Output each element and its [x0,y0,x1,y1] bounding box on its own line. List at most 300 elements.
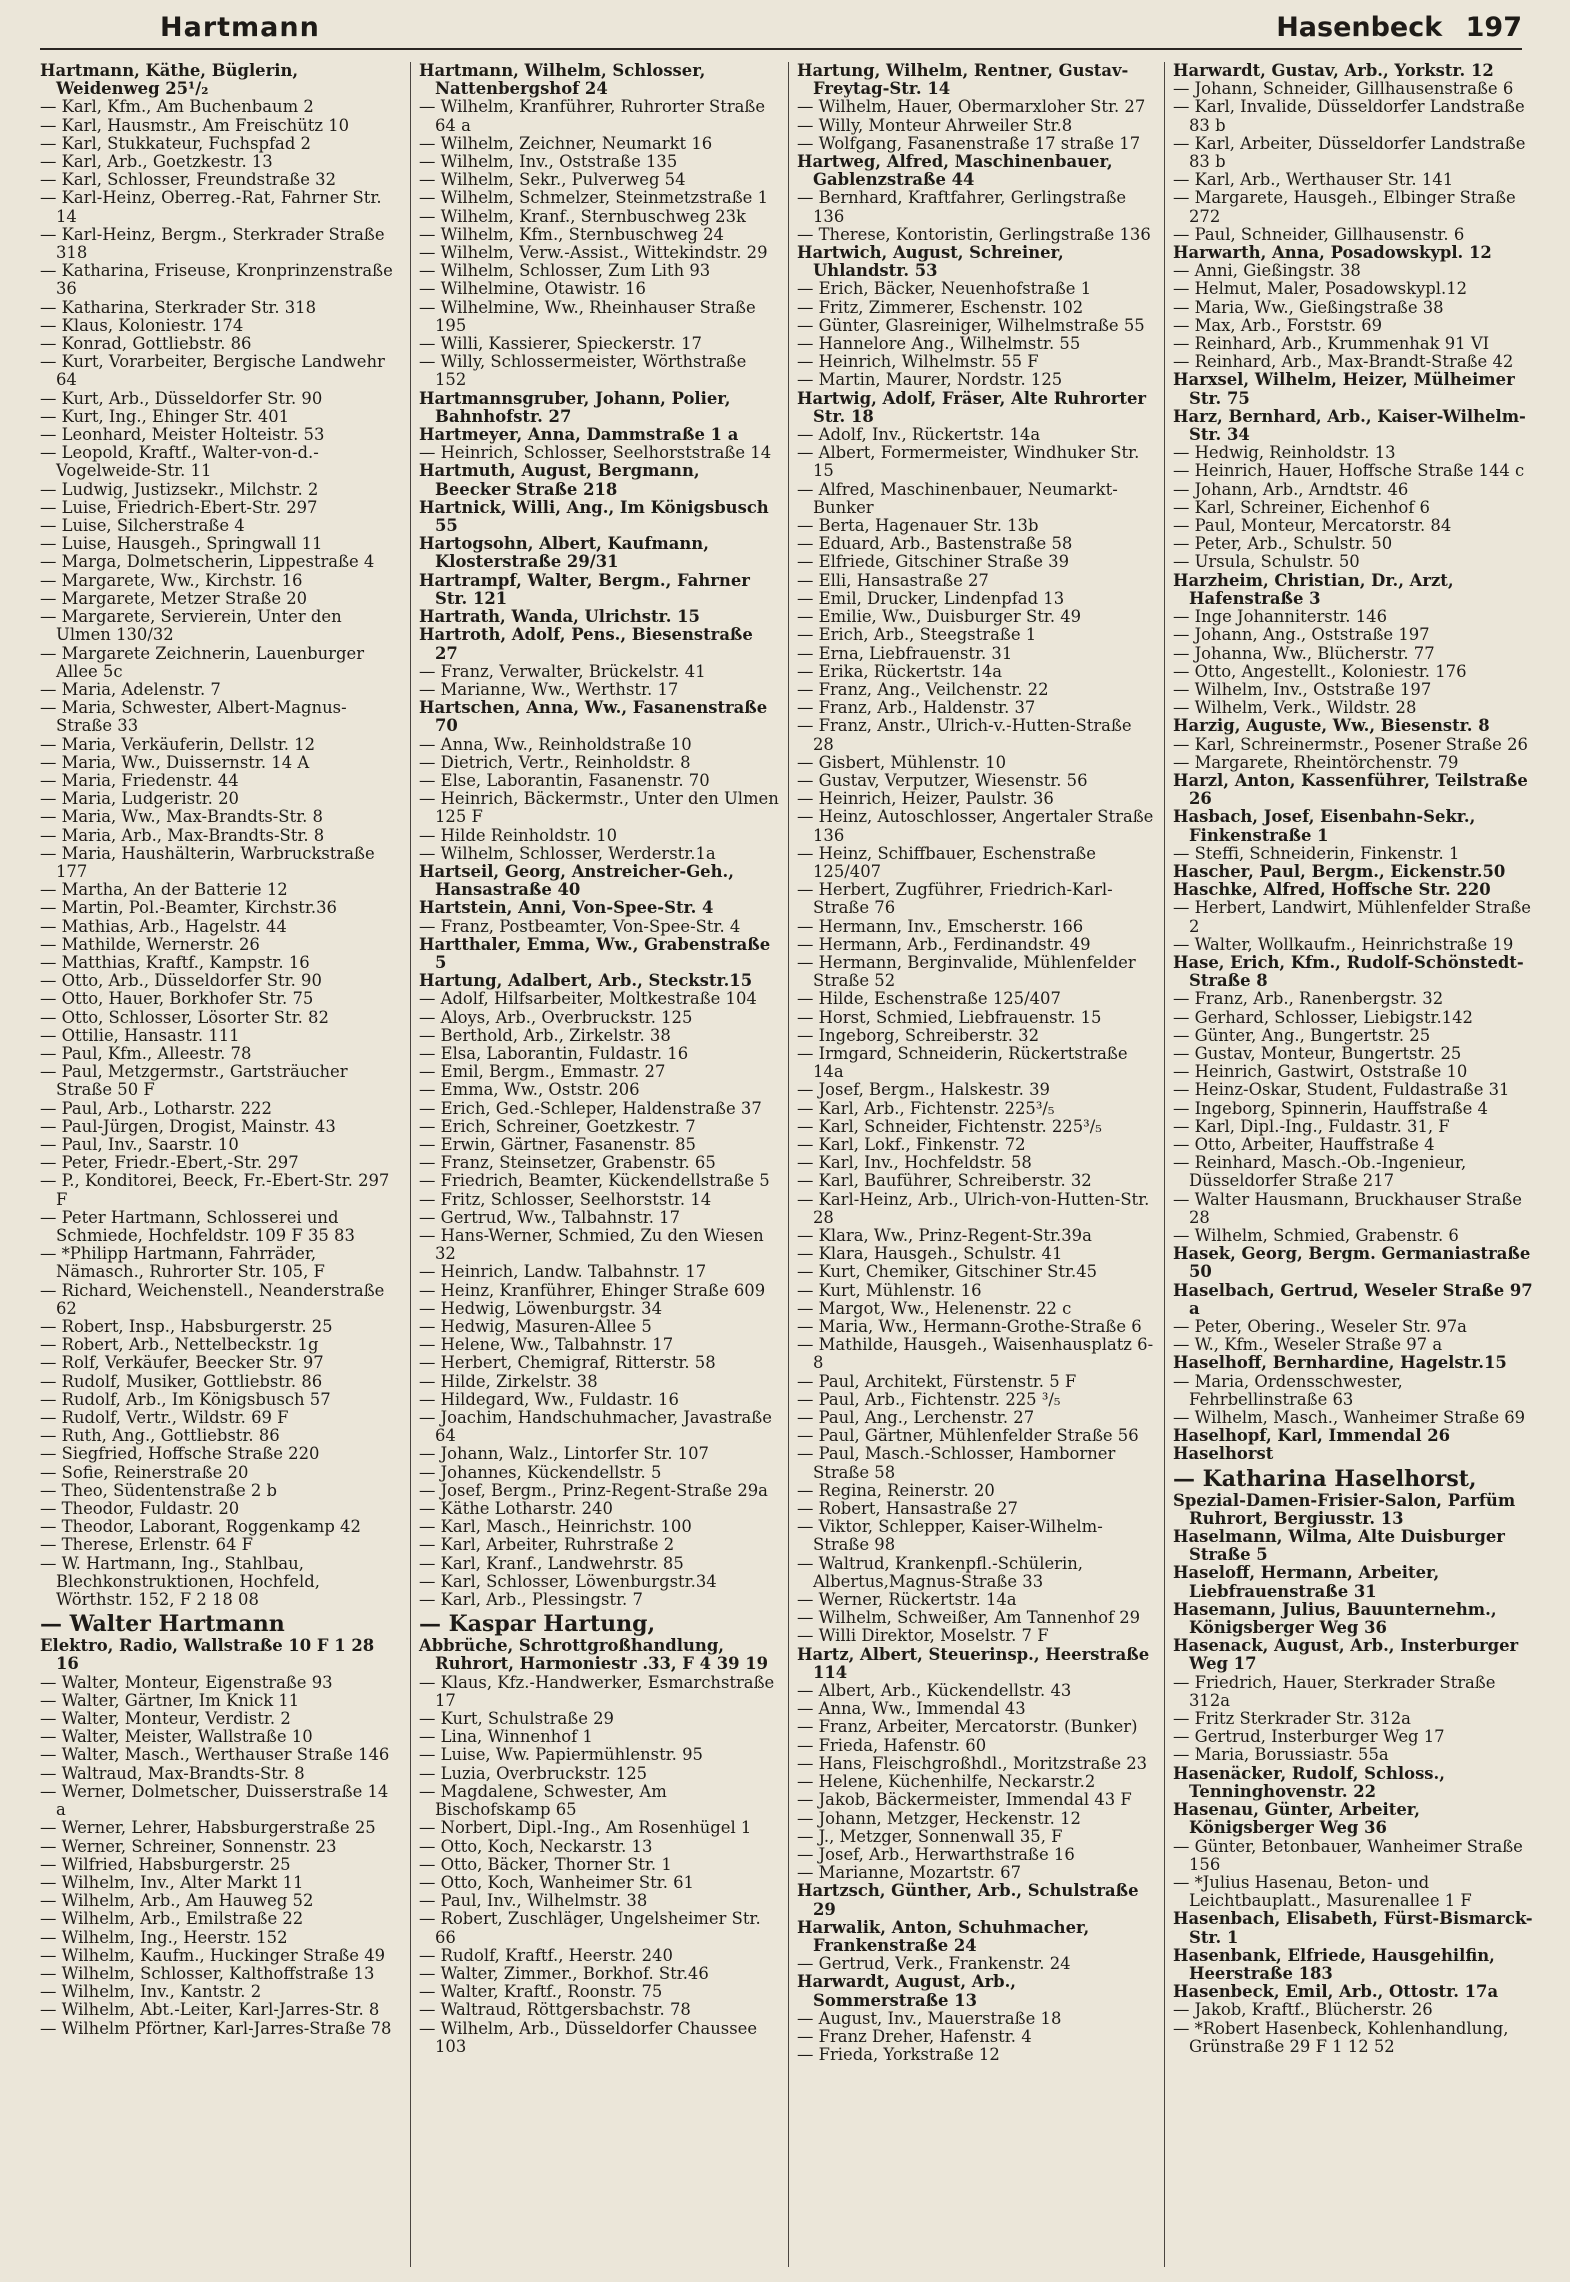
directory-entry: — Adolf, Inv., Rückertstr. 14a [797,425,1041,445]
directory-entry: — Paul, Masch.-Schlosser, Hamborner Straße 58 [797,1444,1116,1482]
directory-entry: — Leonhard, Meister Holteistr. 53 [40,425,325,445]
directory-entry: — Adolf, Hilfsarbeiter, Moltkestraße 104 [419,989,757,1009]
directory-entry: Harzheim, Christian, Dr., Arzt, Hafenstraße 3 [1173,570,1454,608]
directory-entry: — Karl, Invalide, Düsseldorfer Landstraße 83 b [1173,97,1525,135]
directory-entry: — Frieda, Yorkstraße 12 [797,2045,1000,2065]
directory-entry: — Karl, Lokf., Finkenstr. 72 [797,1134,1026,1154]
directory-entry: — Theodor, Fuldastr. 20 [40,1499,240,1519]
directory-entry: — Walter, Kraftf., Roonstr. 75 [419,1982,663,2002]
directory-entry: — Heinrich, Gastwirt, Oststraße 10 [1173,1062,1468,1082]
directory-entry: — Wilfried, Habsburgerstr. 25 [40,1854,291,1874]
directory-entry: — P., Konditorei, Beeck, Fr.-Ebert-Str. 297 F [40,1171,390,1209]
directory-entry: — Joachim, Handschuhmacher, Javastraße 64 [419,1408,772,1446]
directory-entry: — W. Hartmann, Ing., Stahlbau, Blechkonstruktionen, Hochfeld, Wörthstr. 152, F 2 18 08 [40,1553,320,1610]
directory-entry: — Erich, Ged.-Schleper, Haldenstraße 37 [419,1098,762,1118]
directory-entry: — Werner, Rückertstr. 14a [797,1590,1017,1610]
directory-entry: — Karl, Inv., Hochfeldstr. 58 [797,1153,1032,1173]
directory-entry: — Maria, Ww., Max-Brandts-Str. 8 [40,807,323,827]
directory-entry: Haselhopf, Karl, Immendal 26 [1173,1426,1451,1446]
directory-entry: Haselhoff, Bernhardine, Hagelstr.15 [1173,1353,1507,1373]
directory-entry: — Wilhelm, Schlosser, Kalthoffstraße 13 [40,1963,375,1983]
directory-entry: — Margarete, Metzer Straße 20 [40,588,308,608]
directory-entry: — *Robert Hasenbeck, Kohlenhandlung, Grünstraße 29 F 1 12 52 [1173,2018,1509,2056]
directory-entry: — Magdalene, Schwester, Am Bischofskamp 65 [419,1781,667,1820]
directory-entry: — Franz, Arbeiter, Mercatorstr. (Bunker) [797,1717,1138,1737]
directory-entry: Hasenack, August, Arb., Insterburger Weg 17 [1173,1636,1519,1674]
directory-entry: — Hermann, Inv., Emscherstr. 166 [797,916,1084,936]
directory-entry: Hartroth, Adolf, Pens., Biesenstraße 27 [419,625,753,663]
directory-entry: — Maria, Schwester, Albert-Magnus-Straße 33 [40,698,347,736]
directory-entry: — Kaspar Hartung, [419,1611,656,1638]
directory-entry: — Wilhelm, Kranführer, Ruhrorter Straße 64 a [419,97,766,135]
directory-entry: — Kurt, Vorarbeiter, Bergische Landwehr 64 [40,352,385,390]
directory-entry: — Reinhard, Masch.-Ob.-Ingenieur, Düsseldorfer Straße 217 [1173,1153,1467,1191]
directory-entry: — Karl, Arb., Fichtenstr. 225³/₅ [797,1098,1055,1118]
directory-entry: Harwardt, Gustav, Arb., Yorkstr. 12 [1173,62,1494,80]
directory-entry: — Otto, Schlosser, Lösorter Str. 82 [40,1007,329,1027]
directory-entry: Hartweg, Alfred, Maschinenbauer, Gablenzstraße 44 [797,152,1113,190]
directory-entry: Hartmann, Wilhelm, Schlosser, Nattenbergshof 24 [419,62,706,99]
directory-entry: — Steffi, Schneiderin, Finkenstr. 1 [1173,843,1460,863]
directory-entry: Hartmann, Käthe, Büglerin, Weidenweg 25¹/₂ [40,62,299,99]
directory-entry: — Käthe Lotharstr. 240 [419,1499,613,1519]
directory-entry: — Heinrich, Wilhelmstr. 55 F [797,352,1039,372]
directory-entry: — Heinz, Autoschlosser, Angertaler Straße 136 [797,807,1154,845]
directory-entry: — Friedrich, Beamter, Kückendellstraße 5 [419,1171,770,1191]
directory-entry: — Johann, Walz., Lintorfer Str. 107 [419,1444,709,1464]
directory-entry: — Gertrud, Ww., Talbahnstr. 17 [419,1207,681,1227]
directory-entry: — Walter, Gärtner, Im Knick 11 [40,1690,300,1710]
directory-entry: Haselhorst [1173,1444,1274,1464]
directory-entry: — Johann, Arb., Arndtstr. 46 [1173,479,1409,499]
directory-entry: — Elli, Hansastraße 27 [797,570,989,590]
directory-entry: — Erwin, Gärtner, Fasanenstr. 85 [419,1134,696,1154]
directory-entry: — Rudolf, Arb., Im Königsbusch 57 [40,1389,331,1409]
directory-entry: — Gustav, Verputzer, Wiesenstr. 56 [797,770,1088,790]
directory-entry: — Paul, Gärtner, Mühlenfelder Straße 56 [797,1426,1139,1446]
directory-entry: — Elsa, Laborantin, Fuldastr. 16 [419,1043,689,1063]
directory-entry: — Kurt, Schulstraße 29 [419,1709,614,1729]
directory-entry: — Paul, Inv., Saarstr. 10 [40,1134,239,1154]
directory-entry: — Günter, Glasreiniger, Wilhelmstraße 55 [797,315,1145,335]
directory-entry: Hartung, Wilhelm, Rentner, Gustav-Freytag-Str. 14 [797,62,1129,99]
directory-entry: — Elfriede, Gitschiner Straße 39 [797,552,1070,572]
directory-entry: Harwardt, August, Arb., Sommerstraße 13 [797,1972,1017,2010]
header-left-title: Hartmann [160,12,320,43]
directory-entry: — Willy, Monteur Ahrweiler Str.8 [797,115,1073,135]
directory-entry: — Rolf, Verkäufer, Beecker Str. 97 [40,1353,324,1373]
directory-entry: — Fritz, Zimmerer, Eschenstr. 102 [797,297,1084,317]
directory-entry: — Wilhelm, Ing., Heerstr. 152 [40,1927,288,1947]
directory-entry: — Walter Hartmann [40,1611,285,1638]
directory-entry: — Hilde Reinholdstr. 10 [419,825,618,845]
directory-columns [40,62,1533,2267]
directory-entry: Hartogsohn, Albert, Kaufmann, Klosterstraße 29/31 [419,534,709,572]
directory-entry: — Gisbert, Mühlenstr. 10 [797,752,1007,772]
directory-entry: — Marianne, Mozartstr. 67 [797,1863,1022,1883]
directory-entry: — Karl, Hausmstr., Am Freischütz 10 [40,115,350,135]
directory-entry: — Siegfried, Hoffsche Straße 220 [40,1444,320,1464]
directory-entry: — Karl, Kranf., Landwehrstr. 85 [419,1553,684,1573]
directory-entry: — Hans-Werner, Schmied, Zu den Wiesen 32 [419,1226,764,1264]
directory-entry: — Franz, Ang., Veilchenstr. 22 [797,679,1049,699]
directory-entry: — Wilhelm, Schlosser, Zum Lith 93 [419,261,711,281]
directory-entry: — Martin, Pol.-Beamter, Kirchstr.36 [40,898,337,918]
directory-entry: — Margarete, Servierein, Unter den Ulmen 130/32 [40,607,342,645]
directory-entry: Haselmann, Wilma, Alte Duisburger Straße 5 [1173,1527,1505,1565]
directory-entry: — Reinhard, Arb., Max-Brandt-Straße 42 [1173,352,1514,372]
directory-entry: — Marianne, Ww., Werthstr. 17 [419,679,679,699]
directory-entry: Hartwig, Adolf, Fräser, Alte Ruhrorter Str. 18 [797,388,1147,426]
directory-entry: — Robert, Arb., Nettelbeckstr. 1g [40,1335,319,1355]
directory-entry: — Karl, Dipl.-Ing., Fuldastr. 31, F [1173,1116,1450,1136]
directory-entry: — Viktor, Schlepper, Kaiser-Wilhelm-Straße 98 [797,1517,1103,1555]
directory-entry: — Helmut, Maler, Posadowskypl.12 [1173,279,1468,299]
directory-entry: — Kurt, Mühlenstr. 16 [797,1280,982,1300]
directory-entry: Hartung, Adalbert, Arb., Steckstr.15 [419,971,753,991]
directory-entry: — Maria, Ww., Hermann-Grothe-Straße 6 [797,1317,1142,1337]
directory-entry: — Paul-Jürgen, Drogist, Mainstr. 43 [40,1116,336,1136]
directory-entry: — Werner, Schreiner, Sonnenstr. 23 [40,1836,337,1856]
directory-entry: — Karl, Schlosser, Löwenburgstr.34 [419,1571,717,1591]
directory-entry: — Waltrud, Krankenpfl.-Schülerin, Albertus,Magnus-Straße 33 [797,1553,1084,1591]
directory-entry: — Klara, Hausgeh., Schulstr. 41 [797,1244,1063,1264]
directory-entry: — Wilhelm, Arb., Düsseldorfer Chaussee 103 [419,2018,758,2056]
directory-entry: — Walter, Zimmer., Borkhof. Str.46 [419,1963,709,1983]
directory-entry: — Karl, Schneider, Fichtenstr. 225³/₅ [797,1116,1102,1136]
directory-entry: — Peter, Arb., Schulstr. 50 [1173,534,1393,554]
directory-entry: — Mathilde, Wernerstr. 26 [40,934,260,954]
directory-entry: — Wilhelm, Arb., Am Hauweg 52 [40,1891,314,1911]
directory-entry: — Wilhelmine, Otawistr. 16 [419,279,646,299]
directory-entry: — Josef, Bergm., Halskestr. 39 [797,1080,1050,1100]
directory-entry: — Walter, Masch., Werthauser Straße 146 [40,1745,390,1765]
directory-entry: — Inge Johanniterstr. 146 [1173,607,1388,627]
directory-entry: — Karl, Arb., Plessingstr. 7 [419,1590,643,1610]
directory-entry: — Paul, Schneider, Gillhausenstr. 6 [1173,224,1465,244]
directory-entry: — Karl-Heinz, Arb., Ulrich-von-Hutten-Str. 28 [797,1189,1150,1227]
directory-entry: — Günter, Ang., Bungertstr. 25 [1173,1025,1431,1045]
directory-entry: — Aloys, Arb., Overbruckstr. 125 [419,1007,693,1027]
directory-entry: — Luise, Hausgeh., Springwall 11 [40,534,323,554]
directory-entry: — Karl, Bauführer, Schreiberstr. 32 [797,1171,1092,1191]
directory-entry: — Peter, Obering., Weseler Str. 97a [1173,1317,1467,1337]
directory-entry: — Katharina, Sterkrader Str. 318 [40,297,317,317]
directory-entry: — Waltraud, Max-Brandts-Str. 8 [40,1763,305,1783]
directory-entry: — Kurt, Arb., Düsseldorfer Str. 90 [40,388,323,408]
directory-entry: — Hermann, Arb., Ferdinandstr. 49 [797,934,1091,954]
directory-entry: — Robert, Insp., Habsburgerstr. 25 [40,1317,333,1337]
directory-entry: — Heinrich, Hauer, Hoffsche Straße 144 c [1173,461,1525,481]
directory-entry: — Regina, Reinerstr. 20 [797,1480,995,1500]
page-header [40,8,1522,50]
directory-entry: — Erna, Liebfrauenstr. 31 [797,643,1013,663]
directory-entry: — Walter, Meister, Wallstraße 10 [40,1727,313,1747]
directory-entry: — Otto, Hauer, Borkhofer Str. 75 [40,989,314,1009]
directory-entry: — Berta, Hagenauer Str. 13b [797,516,1039,536]
directory-entry: — Karl, Arbeiter, Ruhrstraße 2 [419,1535,675,1555]
directory-entry: — Emma, Ww., Oststr. 206 [419,1080,640,1100]
column-4 [1164,62,1533,2267]
directory-entry: — Wilhelm, Inv., Alter Markt 11 [40,1872,304,1892]
directory-entry: — Frieda, Hafenstr. 60 [797,1735,987,1755]
directory-entry: — Wilhelm, Verw.-Assist., Wittekindstr. 29 [419,243,768,263]
directory-entry: — Klaus, Koloniestr. 174 [40,315,244,335]
directory-entry: — Ingeborg, Spinnerin, Hauffstraße 4 [1173,1098,1488,1118]
directory-entry: — Heinz, Schiffbauer, Eschenstraße 125/407 [797,843,1096,881]
directory-entry: — Hans, Fleischgroßhdl., Moritzstraße 23 [797,1753,1148,1773]
directory-entry: — Karl, Arb., Werthauser Str. 141 [1173,170,1454,190]
directory-entry: — Martin, Maurer, Nordstr. 125 [797,370,1063,390]
directory-entry: — Berthold, Arb., Zirkelstr. 38 [419,1025,671,1045]
directory-entry: — Paul, Inv., Wilhelmstr. 38 [419,1891,648,1911]
directory-entry: — Walter, Monteur, Verdistr. 2 [40,1709,291,1729]
directory-entry: — Walter Hausmann, Bruckhauser Straße 28 [1173,1189,1522,1227]
directory-entry: — Maria, Borussiastr. 55a [1173,1745,1389,1765]
directory-entry: — Luise, Friedrich-Ebert-Str. 297 [40,497,318,517]
directory-entry: — Wilhelm, Abt.-Leiter, Karl-Jarres-Str. 8 [40,2000,380,2020]
directory-entry: — Otto, Arbeiter, Hauffstraße 4 [1173,1134,1435,1154]
directory-entry: — Wilhelmine, Ww., Rheinhauser Straße 195 [419,297,756,335]
directory-entry: — Gustav, Monteur, Bungertstr. 25 [1173,1043,1462,1063]
directory-entry: — Werner, Dolmetscher, Duisserstraße 14 a [40,1781,389,1820]
directory-entry: — Otto, Angestellt., Koloniestr. 176 [1173,661,1467,681]
directory-entry: — Ursula, Schulstr. 50 [1173,552,1360,572]
directory-entry: Hartmeyer, Anna, Dammstraße 1 a [419,425,739,445]
directory-entry: — Karl-Heinz, Oberreg.-Rat, Fahrner Str. 14 [40,188,382,226]
directory-entry: — Ludwig, Justizsekr., Milchstr. 2 [40,479,319,499]
directory-entry: — Paul, Arb., Lotharstr. 222 [40,1098,272,1118]
directory-entry: — Hannelore Ang., Wilhelmstr. 55 [797,334,1081,354]
directory-entry: — Kurt, Ing., Ehinger Str. 401 [40,406,290,426]
directory-entry: — Hedwig, Masuren-Allee 5 [419,1317,652,1337]
column-1 [40,62,400,2267]
directory-entry: — Johann, Schneider, Gillhausenstraße 6 [1173,79,1514,99]
directory-entry: — Dietrich, Vertr., Reinholdstr. 8 [419,752,691,772]
directory-entry: — Erich, Bäcker, Neuenhofstraße 1 [797,279,1092,299]
directory-entry: — Josef, Bergm., Prinz-Regent-Straße 29a [419,1480,768,1500]
directory-entry: — Wilhelm, Arb., Emilstraße 22 [40,1909,304,1929]
directory-entry: — Maria, Ludgeristr. 20 [40,789,239,809]
directory-entry: — Maria, Ww., Gießingstraße 38 [1173,297,1444,317]
directory-entry: — Maria, Adelenstr. 7 [40,679,221,699]
directory-entry: — Franz, Verwalter, Brückelstr. 41 [419,661,706,681]
directory-entry: — Franz Dreher, Hafenstr. 4 [797,2026,1032,2046]
column-2 [410,62,779,2267]
directory-entry: — Lina, Winnenhof 1 [419,1727,593,1747]
directory-entry: — Wilhelm, Schlosser, Werderstr.1a [419,843,716,863]
directory-entry: — Maria, Ordensschwester, Fehrbellinstraße 63 [1173,1371,1403,1409]
directory-entry: — Karl-Heinz, Bergm., Sterkrader Straße 318 [40,224,385,263]
directory-entry: — Heinz-Oskar, Student, Fuldastraße 31 [1173,1080,1510,1100]
directory-entry: Spezial-Damen-Frisier-Salon, Parfüm Ruhrort, Bergiusstr. 13 [1173,1490,1516,1528]
directory-entry: — J., Metzger, Sonnenwall 35, F [797,1826,1063,1846]
directory-entry: — Bernhard, Kraftfahrer, Gerlingstraße 136 [797,188,1127,226]
directory-entry: — Paul, Monteur, Mercatorstr. 84 [1173,516,1452,536]
directory-entry: Hartrath, Wanda, Ulrichstr. 15 [419,607,700,627]
directory-entry: Hartmannsgruber, Johann, Polier, Bahnhofstr. 27 [419,388,731,426]
directory-entry: — Therese, Erlenstr. 64 F [40,1535,254,1555]
directory-entry: — Klara, Ww., Prinz-Regent-Str.39a [797,1226,1092,1245]
directory-entry: — Hilde, Zirkelstr. 38 [419,1371,598,1391]
directory-entry: — Albert, Arb., Kückendellstr. 43 [797,1681,1072,1701]
directory-entry: — Wilhelm, Inv., Oststraße 197 [1173,679,1432,699]
directory-entry: — Hildegard, Ww., Fuldastr. 16 [419,1389,679,1409]
directory-entry: — Wilhelm, Verk., Wildstr. 28 [1173,698,1417,718]
directory-entry: — Karl, Kfm., Am Buchenbaum 2 [40,97,314,117]
directory-entry: — Sofie, Reinerstraße 20 [40,1462,249,1482]
directory-entry: — Wilhelm, Kfm., Sternbuschweg 24 [419,224,724,244]
directory-entry: — Heinz, Kranführer, Ehinger Straße 609 [419,1280,766,1300]
directory-entry: Hartzsch, Günther, Arb., Schulstraße 29 [797,1881,1139,1919]
directory-entry: — Marga, Dolmetscherin, Lippestraße 4 [40,552,375,572]
directory-entry: Hascher, Paul, Bergm., Eickenstr.50 [1173,861,1506,881]
directory-entry: — Wilhelm, Inv., Oststraße 135 [419,152,678,172]
directory-entry: — Robert, Hansastraße 27 [797,1499,1018,1519]
directory-entry: Hasenau, Günter, Arbeiter, Königsberger Weg 36 [1173,1800,1420,1838]
directory-entry: — Wilhelm, Hauer, Obermarxloher Str. 27 [797,97,1146,117]
header-right-title: Hasenbeck [1276,12,1443,43]
directory-entry: — Johannes, Kückendellstr. 5 [419,1462,662,1482]
directory-entry: — Heinrich, Schlosser, Seelhorststraße 14 [419,443,772,463]
directory-entry: — Hermann, Berginvalide, Mühlenfelder Straße 52 [797,952,1136,991]
directory-entry: — Gertrud, Insterburger Weg 17 [1173,1727,1445,1747]
directory-entry: Harz, Bernhard, Arb., Kaiser-Wilhelm-Str. 34 [1173,406,1526,445]
directory-entry: Harwarth, Anna, Posadowskypl. 12 [1173,243,1492,263]
directory-entry: — Karl, Masch., Heinrichstr. 100 [419,1517,692,1537]
directory-entry: — Johanna, Ww., Blücherstr. 77 [1173,643,1435,663]
directory-entry: — Wilhelm, Inv., Kantstr. 2 [40,1982,262,2002]
directory-entry: — Gerhard, Schlosser, Liebigstr.142 [1173,1007,1473,1027]
directory-entry: — Karl, Arbeiter, Düsseldorfer Landstraße 83 b [1173,133,1526,172]
directory-entry: Hasenbank, Elfriede, Hausgehilfin, Heerstraße 183 [1173,1945,1495,1983]
directory-entry: — Helene, Ww., Talbahnstr. 17 [419,1335,674,1355]
directory-entry: — Robert, Zuschläger, Ungelsheimer Str. 66 [419,1909,761,1947]
directory-entry: Hartthaler, Emma, Ww., Grabenstraße 5 [419,934,771,972]
directory-entry: — Richard, Weichenstell., Neanderstraße 62 [40,1280,385,1318]
directory-entry: Haseloff, Hermann, Arbeiter, Liebfrauenstraße 31 [1173,1563,1440,1601]
directory-entry: — Johann, Metzger, Heckenstr. 12 [797,1808,1081,1828]
directory-entry: — Horst, Schmied, Liebfrauenstr. 15 [797,1007,1102,1027]
directory-entry: — Karl, Arb., Goetzkestr. 13 [40,152,273,172]
directory-entry: — Erich, Arb., Steegstraße 1 [797,625,1037,645]
directory-entry: — Paul, Kfm., Alleestr. 78 [40,1043,252,1063]
directory-entry: — Josef, Arb., Herwarthstraße 16 [797,1844,1075,1864]
directory-entry: Harxsel, Wilhelm, Heizer, Mülheimer Str. 75 [1173,370,1515,408]
directory-entry: — Klaus, Kfz.-Handwerker, Esmarchstraße 17 [419,1672,775,1710]
directory-entry: — Margarete, Hausgeh., Elbinger Straße 272 [1173,188,1516,226]
directory-entry: — Wilhelm, Zeichner, Neumarkt 16 [419,133,713,153]
column-3 [788,62,1157,2267]
directory-entry: — Walter, Monteur, Eigenstraße 93 [40,1672,333,1692]
directory-entry: — Karl, Schreinermstr., Posener Straße 26 [1173,734,1528,754]
directory-entry: — Otto, Koch, Neckarstr. 13 [419,1836,653,1856]
directory-entry: — Heinrich, Landw. Talbahnstr. 17 [419,1262,707,1282]
directory-entry: — Mathias, Arb., Hagelstr. 44 [40,916,287,936]
directory-entry: — Wilhelm, Kaufm., Huckinger Straße 49 [40,1945,386,1965]
directory-entry: Hartz, Albert, Steuerinsp., Heerstraße 114 [797,1644,1150,1682]
directory-entry: Hartnick, Willi, Ang., Im Königsbusch 55 [419,497,769,536]
directory-entry: — Maria, Ww., Duissernstr. 14 A [40,752,310,772]
directory-entry: Hartstein, Anni, Von-Spee-Str. 4 [419,898,714,918]
directory-entry: — Fritz, Schlosser, Seelhorststr. 14 [419,1189,712,1209]
directory-entry: — Ingeborg, Schreiberstr. 32 [797,1025,1040,1045]
directory-entry: — Matthias, Kraftf., Kampstr. 16 [40,952,310,972]
directory-entry: — Herbert, Chemigraf, Ritterstr. 58 [419,1353,716,1373]
directory-entry: Hasenäcker, Rudolf, Schloss., Tenninghovenstr. 22 [1173,1763,1445,1801]
directory-entry: — Willi, Kassierer, Spieckerstr. 17 [419,334,702,354]
directory-entry: — Karl, Schreiner, Eichenhof 6 [1173,497,1430,517]
directory-entry: — Paul, Arb., Fichtenstr. 225 ³/₅ [797,1389,1061,1409]
directory-entry: — Mathilde, Hausgeh., Waisenhausplatz 6-8 [797,1335,1154,1373]
directory-entry: Hartschen, Anna, Ww., Fasanenstraße 70 [419,698,768,736]
directory-entry: Harzl, Anton, Kassenführer, Teilstraße 26 [1173,770,1528,809]
directory-entry: Hasemann, Julius, Bauunternehm., Königsberger Weg 36 [1173,1599,1497,1638]
directory-entry: — Martha, An der Batterie 12 [40,880,288,900]
directory-entry: — Ottilie, Hansastr. 111 [40,1025,240,1045]
directory-entry: — Helene, Küchenhilfe, Neckarstr.2 [797,1772,1096,1792]
directory-entry: Harzig, Auguste, Ww., Biesenstr. 8 [1173,716,1490,736]
directory-entry: — Margarete, Ww., Kirchstr. 16 [40,570,303,590]
directory-entry: — Paul, Ang., Lerchenstr. 27 [797,1408,1035,1428]
directory-entry: — Heinrich, Bäckermstr., Unter den Ulmen 125 F [419,789,779,827]
directory-entry: Hasenbach, Elisabeth, Fürst-Bismarck-Str. 1 [1173,1909,1533,1947]
directory-entry: Harwalik, Anton, Schuhmacher, Frankenstraße 24 [797,1917,1090,1955]
directory-entry: — Albert, Formermeister, Windhuker Str. 15 [797,443,1140,481]
directory-entry: — Paul, Architekt, Fürstenstr. 5 F [797,1371,1077,1391]
page-number: 197 [1465,12,1522,43]
directory-entry: — Maria, Arb., Max-Brandts-Str. 8 [40,825,325,845]
directory-entry: Haschke, Alfred, Hoffsche Str. 220 [1173,880,1491,900]
directory-entry: — Maria, Friedenstr. 44 [40,770,239,790]
directory-entry: — Wilhelm, Kranf., Sternbuschweg 23k [419,206,746,226]
directory-entry: — W., Kfm., Weseler Straße 97 a [1173,1335,1443,1355]
directory-entry: — Hilde, Eschenstraße 125/407 [797,989,1061,1009]
directory-entry: — Reinhard, Arb., Krummenhak 91 VI [1173,334,1490,354]
directory-entry: — *Philipp Hartmann, Fahrräder, Nämasch., Ruhrorter Str. 105, F [40,1244,325,1282]
directory-entry: Elektro, Radio, Wallstraße 10 F 1 28 16 [40,1636,375,1674]
directory-entry: — Franz, Postbeamter, Von-Spee-Str. 4 [419,916,741,936]
directory-entry: — Gertrud, Verk., Frankenstr. 24 [797,1954,1071,1974]
directory-entry: — Wilhelm, Schweißer, Am Tannenhof 29 [797,1608,1141,1628]
directory-entry: — Friedrich, Hauer, Sterkrader Straße 312a [1173,1672,1496,1710]
directory-entry: — Karl, Schlosser, Freundstraße 32 [40,170,336,190]
directory-entry: — Margot, Ww., Helenenstr. 22 c [797,1298,1072,1318]
directory-entry: — Konrad, Gottliebstr. 86 [40,334,252,354]
directory-entry: — Ruth, Ang., Gottliebstr. 86 [40,1426,280,1446]
directory-entry: — Herbert, Landwirt, Mühlenfelder Straße 2 [1173,898,1531,936]
directory-entry: — Hedwig, Reinholdstr. 13 [1173,443,1396,463]
directory-entry: Abbrüche, Schrottgroßhandlung, Ruhrort, Harmoniestr .33, F 4 39 19 [419,1636,769,1674]
directory-entry: — Otto, Koch, Wanheimer Str. 61 [419,1872,694,1892]
directory-entry: — Jakob, Kraftf., Blücherstr. 26 [1173,2000,1433,2020]
directory-entry: Hasek, Georg, Bergm. Germaniastraße 50 [1173,1244,1531,1282]
directory-entry: — Else, Laborantin, Fasanenstr. 70 [419,770,710,790]
directory-entry: — Luise, Ww. Papiermühlenstr. 95 [419,1745,703,1765]
directory-entry: — Franz, Anstr., Ulrich-v.-Hutten-Straße 28 [797,716,1132,754]
directory-entry: Hasenbeck, Emil, Arb., Ottostr. 17a [1173,1982,1499,2002]
directory-entry: Hasbach, Josef, Eisenbahn-Sekr., Finkenstraße 1 [1173,807,1476,845]
directory-entry: — Emil, Bergm., Emmastr. 27 [419,1062,666,1082]
directory-entry: — Margarete, Rheintörchenstr. 79 [1173,752,1459,772]
directory-entry: — Peter, Friedr.-Ebert,-Str. 297 [40,1153,299,1173]
directory-entry: — Rudolf, Kraftf., Heerstr. 240 [419,1945,673,1965]
directory-entry: Hartwich, August, Schreiner, Uhlandstr. 53 [797,243,1064,281]
directory-entry: — Rudolf, Vertr., Wildstr. 69 F [40,1408,289,1428]
directory-entry: — Rudolf, Musiker, Gottliebstr. 86 [40,1371,323,1391]
directory-entry: Hartseil, Georg, Anstreicher-Geh., Hansastraße 40 [419,861,734,900]
directory-entry: — August, Inv., Mauerstraße 18 [797,2008,1062,2028]
